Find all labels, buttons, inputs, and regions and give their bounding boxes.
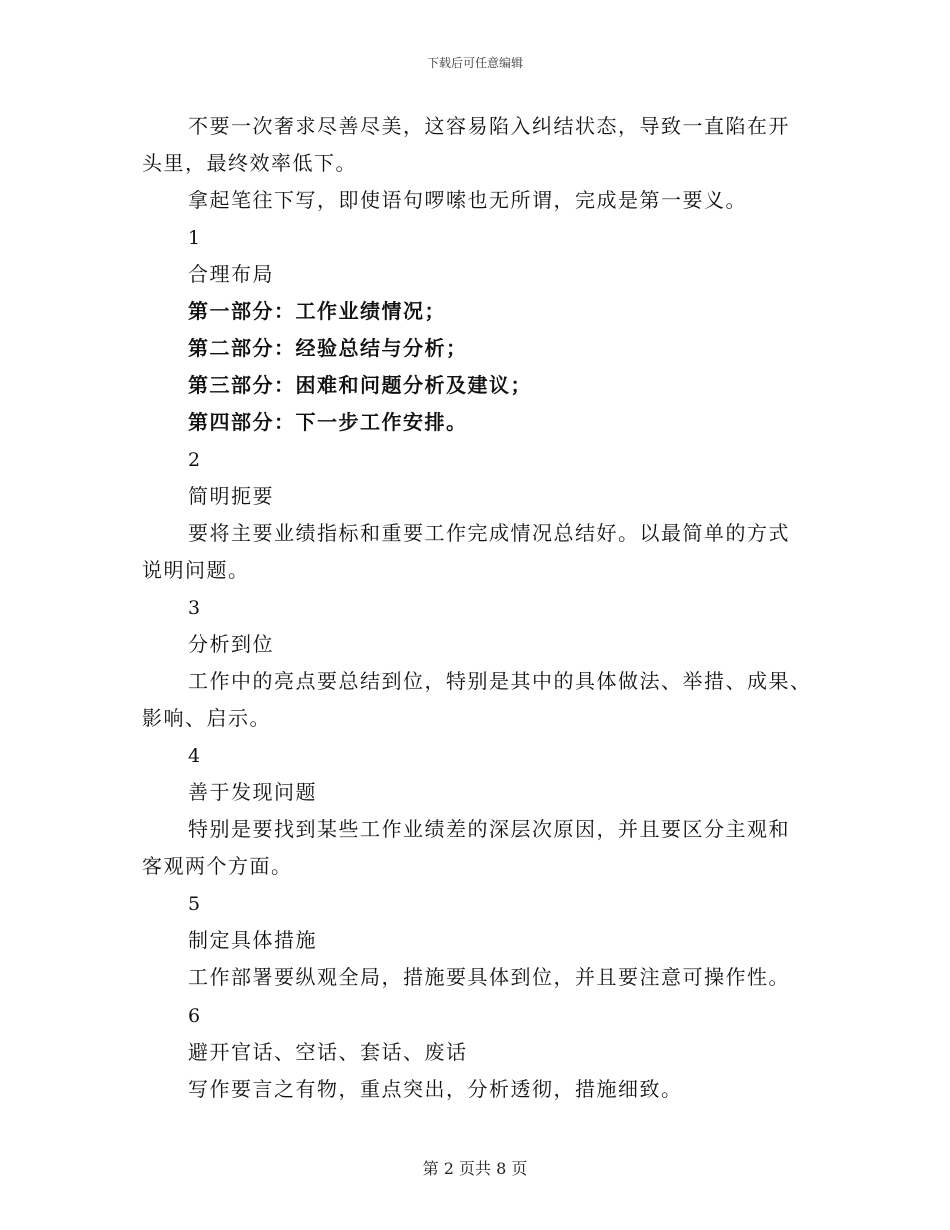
outline-item: 第二部分：经验总结与分析； [188, 336, 468, 360]
section-number: 6 [188, 1005, 202, 1027]
paragraph-line: 拿起笔往下写，即使语句啰嗦也无所谓，完成是第一要义。 [188, 188, 747, 212]
section-heading: 分析到位 [188, 632, 274, 656]
paragraph-line: 特别是要找到某些工作业绩差的深层次原因，并且要区分主观和 [188, 817, 790, 841]
section-heading: 简明扼要 [188, 484, 274, 508]
paragraph-line: 写作要言之有物，重点突出，分析透彻，措施细致。 [188, 1077, 683, 1101]
outline-item: 第一部分：工作业绩情况； [188, 299, 446, 323]
paragraph-line: 工作部署要纵观全局，措施要具体到位，并且要注意可操作性。 [188, 965, 790, 989]
outline-item: 第三部分：困难和问题分析及建议； [188, 373, 532, 397]
section-number: 2 [188, 449, 202, 471]
section-number: 1 [188, 227, 202, 249]
paragraph-line: 头里，最终效率低下。 [142, 151, 357, 175]
paragraph-line: 要将主要业绩指标和重要工作完成情况总结好。以最简单的方式 [188, 521, 790, 545]
outline-item: 第四部分：下一步工作安排。 [188, 410, 468, 434]
paragraph-line: 不要一次奢求尽善尽美，这容易陷入纠结状态，导致一直陷在开 [188, 114, 790, 138]
section-number: 3 [188, 597, 202, 619]
section-heading: 善于发现问题 [188, 780, 317, 804]
paragraph-line: 工作中的亮点要总结到位，特别是其中的具体做法、举措、成果、 [188, 669, 812, 693]
paragraph-line: 影响、启示。 [142, 706, 271, 730]
section-number: 5 [188, 893, 202, 915]
section-heading: 避开官话、空话、套话、废话 [188, 1040, 468, 1064]
section-number: 4 [188, 745, 202, 767]
paragraph-line: 客观两个方面。 [142, 854, 293, 878]
section-heading: 合理布局 [188, 262, 274, 286]
page-footer: 第 2 页共 8 页 [422, 1159, 528, 1178]
page-header: 下载后可任意编辑 [426, 56, 523, 70]
section-heading: 制定具体措施 [188, 928, 317, 952]
paragraph-line: 说明问题。 [142, 558, 250, 582]
